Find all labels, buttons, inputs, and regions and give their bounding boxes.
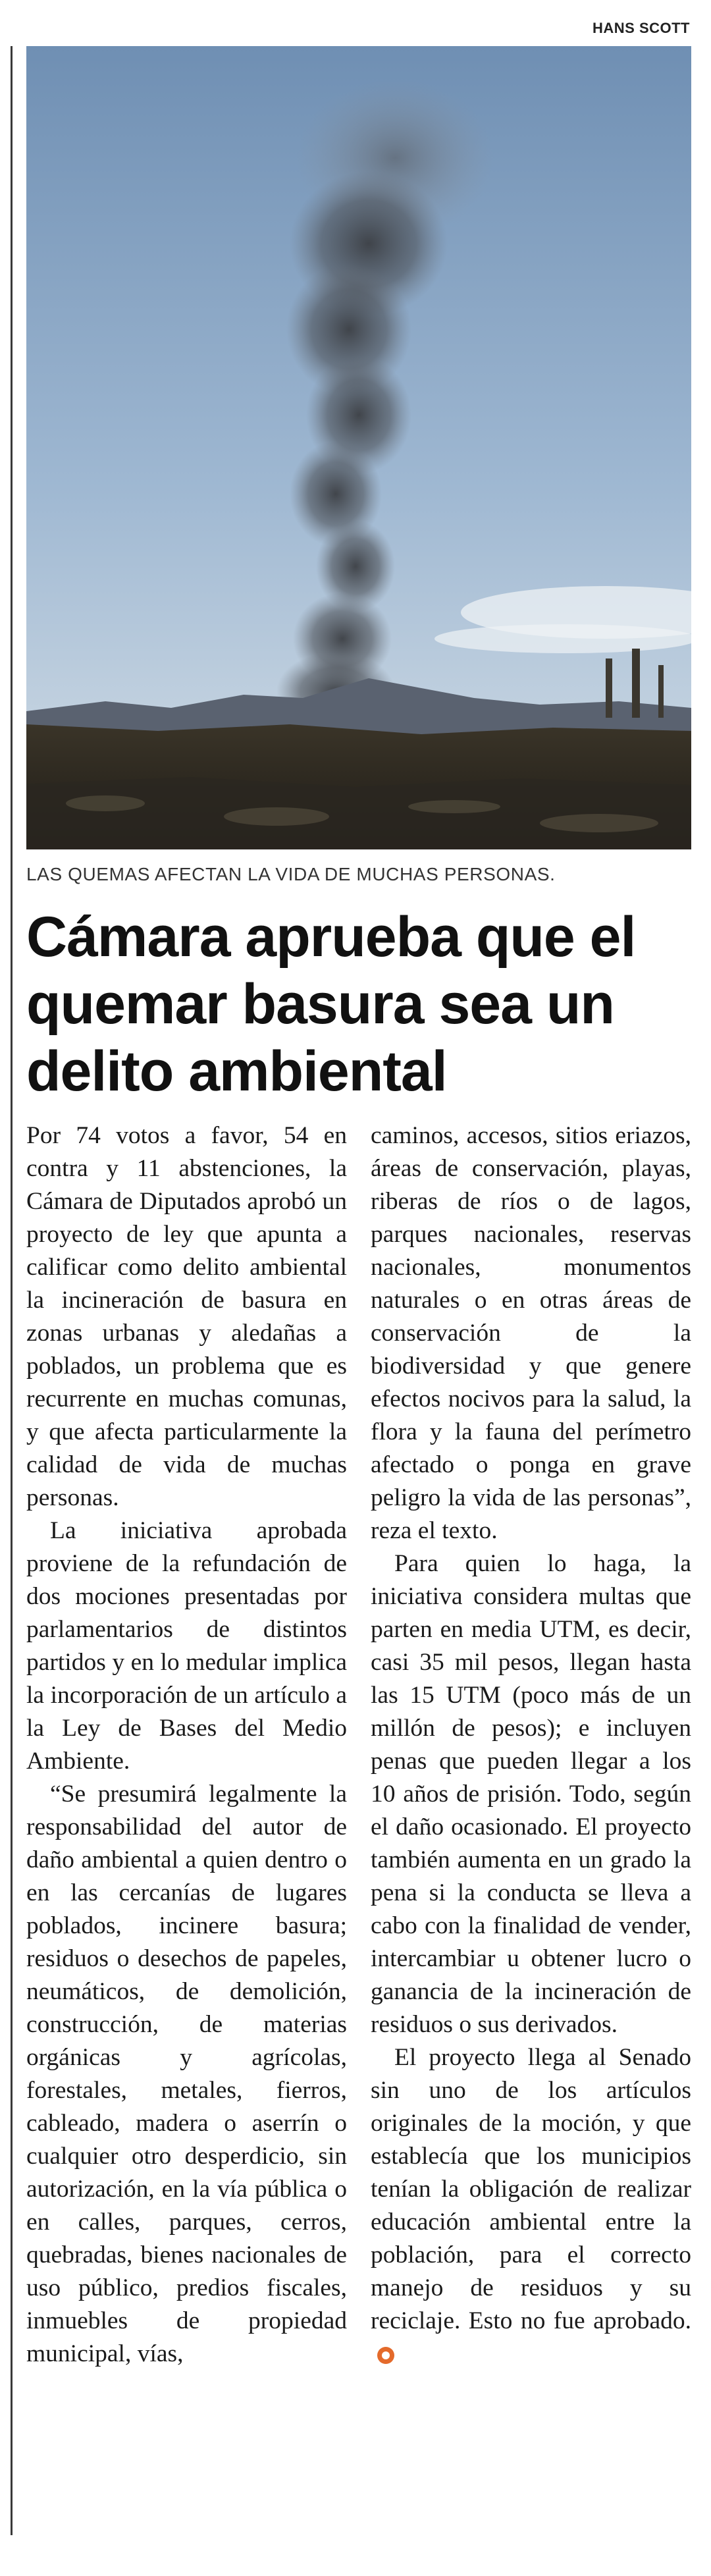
paragraph-text: El proyecto llega al Senado sin uno de los artículos originales de la moción, y que establecía que los municipios tenían la obligación de realizar educación ambiental entre la población, para el correcto manejo de residuos y su reciclaje. Esto no fue aprobado. — [371, 2044, 691, 2334]
end-mark-icon — [377, 2347, 394, 2364]
paragraph-final — [371, 2041, 691, 2371]
news-photo — [26, 46, 691, 849]
column-rule — [11, 46, 13, 2535]
photo-caption: LAS QUEMAS AFECTAN LA VIDA DE MUCHAS PERSONAS. — [26, 864, 556, 884]
paragraph: Por 74 votos a favor, 54 en contra y 11 abstenciones, la Cámara de Diputados aprobó un proyecto de ley que apunta a calificar como delito ambiental la incineración de basura en zonas urbanas y aledañas a poblados, un problema que es recurrente en muchas comunas, y que afecta particularmente la calidad de vida de muchas personas. — [26, 1122, 347, 1511]
article-column-1 — [26, 1119, 347, 2535]
article-column-2 — [371, 1119, 691, 2535]
photo-credit: HANS SCOTT — [592, 20, 690, 36]
article-body — [26, 1119, 691, 2535]
paragraph: caminos, accesos, sitios eriazos, áreas de conservación, playas, riberas de ríos o de lagos, parques nacionales, reservas nacionales, monumentos naturales o en otras áreas de conservación de la biodiversidad y que genere efectos nocivos para la salud, la flora y la fauna del perímetro afectado o ponga en grave peligro la vida de las personas”, reza el texto. — [371, 1122, 691, 1544]
paragraph: “Se presumirá legalmente la responsabilidad del autor de daño ambiental a quien dentro o en las cercanías de lugares poblados, incinere basura; residuos o desechos de papeles, neumáticos, de demolición, construcción, de materias orgánicas y agrícolas, forestales, metales, fierros, cableado, madera o aserrín o cualquier otro desperdicio, sin autorización, en la vía pública o en calles, parques, cerros, quebradas, bienes nacionales de uso público, predios fiscales, inmuebles de propiedad municipal, vías, — [26, 1781, 347, 2367]
smoke-landscape-image — [26, 46, 691, 849]
paragraph: Para quien lo haga, la iniciativa considera multas que parten en media UTM, es decir, casi 35 mil pesos, llegan hasta las 15 UTM (poco más de un millón de pesos); e incluyen penas que pueden llegar a los 10 años de prisión. Todo, según el daño ocasionado. El proyecto también aumenta en un grado la pena si la conducta se lleva a cabo con la finalidad de vender, intercambiar u obtener lucro o ganancia de la incineración de residuos o sus derivados. — [371, 1550, 691, 2038]
paragraph: La iniciativa aprobada proviene de la refundación de dos mociones presentadas por parlamentarios de distintos partidos y en lo medular implica la incorporación de un artículo a la Ley de Bases del Medio Ambiente. — [26, 1517, 347, 1775]
headline: Cámara aprueba que el quemar basura sea un delito ambiental — [26, 905, 636, 1103]
